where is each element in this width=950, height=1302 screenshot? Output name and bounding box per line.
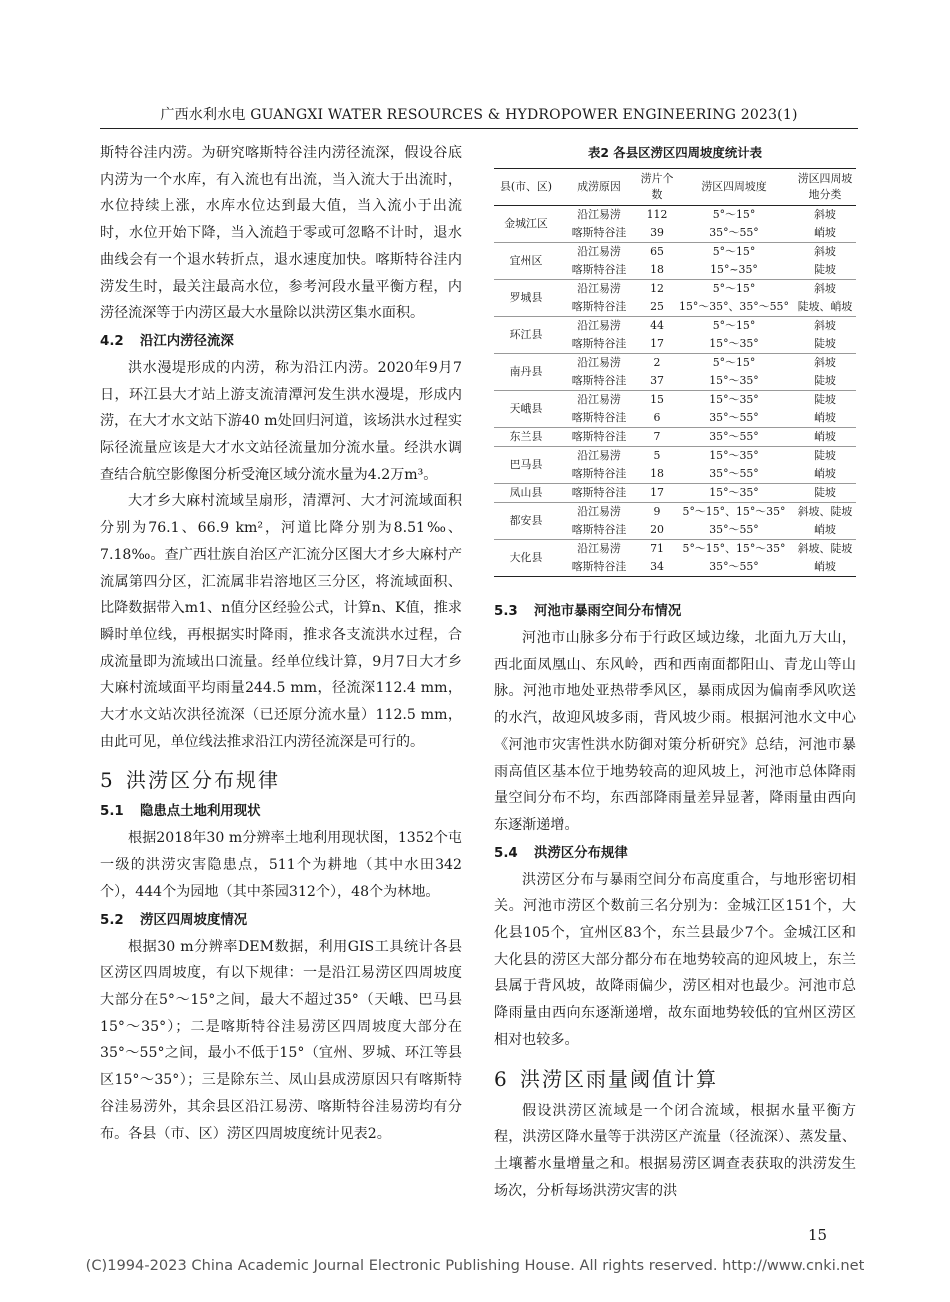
table-cell-count: 17	[650, 337, 664, 350]
table-cell-slope: 15°～35°	[709, 337, 759, 350]
table-header-county: 县(市、区)	[499, 180, 553, 193]
table-row	[494, 447, 856, 466]
table-cell-cause: 沿江易涝	[577, 208, 621, 221]
table-cell-count: 17	[650, 486, 664, 499]
table-cell-slope: 5°～15°、15°～35°	[682, 505, 786, 518]
paragraph-4-2-b: 大才乡大麻村流域呈扇形，清潭河、大才河流域面积分别为76.1、66.9 km²，河道比降分别为8.51‰、7.18‰。查广西壮族自治区产汇流分区图大才乡大麻村产流属第四分区，汇流属非岩溶地区三分区，将流域面积、比降数据带入m1、n值分区经验公式，计算n、K值，推求瞬时单位线，再根据实时降雨，推求各支流洪水过程，合成流量即为流域出口流量。经单位线计算，9月7日大才乡大麻村流域面平均雨量244.5 mm，径流深112.4 mm，大才水文站次洪径流深（已还原分流水量）112.5 mm，由此可见，单位线法推求沿江内涝径流深是可行的。	[100, 493, 462, 750]
table-cell-county: 巴马县	[509, 458, 543, 471]
right-column	[494, 140, 856, 1204]
table-cell-cause: 沿江易涝	[577, 542, 621, 555]
table-cell-class: 陡坡	[814, 486, 836, 499]
table-cell-class: 峭坡	[814, 560, 836, 573]
table-cell-cause: 沿江易涝	[577, 282, 621, 295]
table-cell-count: 39	[650, 226, 664, 239]
table-cell-county: 环江县	[509, 328, 543, 341]
table-title: 表2 各县区涝区四周坡度统计表	[587, 145, 762, 160]
slope-stats-table	[494, 168, 856, 577]
table-row	[494, 503, 856, 522]
table-cell-slope: 5°～15°	[712, 356, 756, 369]
table-cell-cause: 沿江易涝	[577, 449, 621, 462]
table-cell-class: 斜坡、陡坡	[797, 505, 853, 518]
table-row	[494, 243, 856, 262]
table-cell-cause: 喀斯特谷洼	[571, 411, 627, 424]
table-header-row	[494, 169, 856, 206]
section-heading-5: 5 洪涝区分布规律	[100, 768, 280, 793]
table-cell-county: 天峨县	[509, 402, 543, 415]
table-cell-class: 陡坡、峭坡	[797, 300, 853, 313]
table-cell-cause: 喀斯特谷洼	[571, 263, 627, 276]
table-header-class: 涝区四周坡地分类	[797, 172, 853, 201]
paragraph-5-4: 洪涝区分布与暴雨空间分布高度重合，与地形密切相关。河池市涝区个数前三名分别为：金城江区151个，大化县105个，宜州区83个，东兰县最少7个。金城江区和大化县的涝区大部分都分布在地势较高的迎风坡上，东兰县属于背风坡，故降雨偏少，涝区相对也最少。河池市总降雨量由西向东逐渐递增，故东面地势较低的宜州区涝区相对也较多。	[494, 871, 856, 1048]
table-cell-class: 峭坡	[814, 226, 836, 239]
section-heading-5-4: 5.4 洪涝区分布规律	[494, 845, 628, 861]
table-cell-cause: 喀斯特谷洼	[571, 430, 627, 443]
table-row	[494, 391, 856, 410]
table-cell-slope: 35°～55°	[709, 560, 759, 573]
paragraph-5-1: 根据2018年30 m分辨率土地利用现状图，1352个屯一级的洪涝灾害隐患点，511个为耕地（其中水田342个），444个为园地（其中茶园312个），48个为林地。	[100, 830, 462, 900]
table-cell-count: 12	[650, 282, 664, 295]
table-cell-count: 44	[650, 319, 664, 332]
table-cell-class: 斜坡	[814, 208, 836, 221]
table-cell-count: 2	[653, 356, 661, 369]
table-cell-county: 宜州区	[509, 254, 543, 267]
table-cell-slope: 5°～15°	[712, 282, 756, 295]
table-cell-class: 斜坡	[814, 319, 836, 332]
table-cell-slope: 35°～55°	[709, 226, 759, 239]
table-body	[494, 206, 856, 577]
table-cell-count: 65	[650, 245, 664, 258]
table-cell-slope: 15°～35°	[709, 393, 759, 406]
table-cell-cause: 喀斯特谷洼	[571, 374, 627, 387]
table-cell-class: 斜坡	[814, 282, 836, 295]
table-cell-county: 罗城县	[509, 291, 543, 304]
table-cell-county: 凤山县	[509, 486, 543, 499]
table-cell-cause: 喀斯特谷洼	[571, 560, 627, 573]
table-cell-cause: 喀斯特谷洼	[571, 486, 627, 499]
table-cell-class: 陡坡	[814, 449, 836, 462]
table-cell-cause: 喀斯特谷洼	[571, 523, 627, 536]
section-heading-5-3: 5.3 河池市暴雨空间分布情况	[494, 604, 682, 619]
table-cell-slope: 15°～35°	[709, 374, 759, 387]
table-cell-cause: 沿江易涝	[577, 356, 621, 369]
table-cell-count: 71	[650, 542, 664, 555]
table-cell-count: 5	[653, 449, 661, 462]
section-heading-6: 6 洪涝区雨量阈值计算	[494, 1066, 718, 1091]
paragraph-5-2: 根据30 m分辨率DEM数据，利用GIS工具统计各县区涝区四周坡度，有以下规律：一是沿江易涝区四周坡度大部分在5°～15°之间，最大不超过35°（天峨、巴马县15°～35°）；二是喀斯特谷洼易涝区四周坡度大部分在35°～55°之间，最小不低于15°（宜州、罗城、环江等县区15°～35°）；三是除东兰、凤山县成涝原因只有喀斯特谷洼易涝外，其余县区沿江易涝、喀斯特谷洼易涝均有分布。各县（市、区）涝区四周坡度统计见表2。	[100, 938, 462, 1142]
table-cell-slope: 15°～35°	[709, 449, 759, 462]
right-text-block	[494, 599, 856, 1204]
table-cell-class: 斜坡	[814, 356, 836, 369]
table-cell-count: 6	[653, 411, 661, 424]
table-row	[494, 354, 856, 373]
table-cell-slope: 35°～55°	[709, 523, 759, 536]
paragraph-5-3: 河池市山脉多分布于行政区域边缘，北面九万大山，西北面凤凰山、东风岭，西和西南面都阳山、青龙山等山脉。河池市地处亚热带季风区，暴雨成因为偏南季风吹送的水汽，故迎风坡多雨，背风坡少雨。根据河池水文中心《河池市灾害性洪水防御对策分析研究》总结，河池市暴雨高值区基本位于地势较高的迎风坡上，河池市总体降雨量空间分布不均，东西部降雨量差异显著，降雨量由西向东逐渐递增。	[494, 630, 856, 833]
page-number: 15	[808, 1226, 828, 1244]
table-row	[494, 317, 856, 336]
copyright-footer: (C)1994-2023 China Academic Journal Electronic Publishing House. All rights reserved. http://www.cnki.net	[85, 1257, 865, 1274]
table-cell-class: 峭坡	[814, 430, 836, 443]
table-cell-count: 15	[650, 393, 664, 406]
table-cell-cause: 喀斯特谷洼	[571, 337, 627, 350]
table-row	[494, 206, 856, 225]
table-cell-count: 37	[650, 374, 664, 387]
table-cell-cause: 喀斯特谷洼	[571, 226, 627, 239]
table-row	[494, 280, 856, 299]
table-cell-county: 大化县	[509, 551, 543, 564]
table-row	[494, 428, 856, 447]
table-cell-cause: 沿江易涝	[577, 393, 621, 406]
table-cell-class: 斜坡	[814, 245, 836, 258]
table-cell-county: 金城江区	[504, 217, 548, 230]
table-cell-slope: 5°～15°	[712, 245, 756, 258]
table-row	[494, 540, 856, 559]
table-row	[494, 484, 856, 503]
table-cell-class: 陡坡	[814, 393, 836, 406]
paragraph-continuation: 斯特谷洼内涝。为研究喀斯特谷洼内涝径流深，假设谷底内涝为一个水库，有入流也有出流，当入流大于出流时，水位持续上涨，水库水位达到最大值，当入流小于出流时，水位开始下降，当入流趋于零或可忽略不计时，退水曲线会有一个退水转折点，退水速度加快。喀斯特谷洼内涝发生时，最关注最高水位，参考河段水量平衡方程，内涝径流深等于内涝区最大水量除以洪涝区集水面积。	[100, 145, 462, 322]
table-cell-cause: 沿江易涝	[577, 245, 621, 258]
paragraph-6: 假设洪涝区流域是一个闭合流域，根据水量平衡方程，洪涝区降水量等于洪涝区产流量（径流深）、蒸发量、土壤蓄水量增量之和。根据易涝区调查表获取的洪涝发生场次，分析每场洪涝灾害的洪	[494, 1102, 856, 1199]
table-cell-slope: 35°～55°	[709, 430, 759, 443]
table-cell-slope: 15°～35°、35°～55°	[679, 300, 789, 313]
paragraph-4-2-a: 洪水漫堤形成的内涝，称为沿江内涝。2020年9月7日，环江县大才站上游支流清潭河发生洪水漫堤，形成内涝，在大才水文站下游40 m处回归河道，该场洪水过程实际径流量应该是大才水文站径流量加分流水量。经洪水调查结合航空影像图分析受淹区域分流水量为4.2万m³。	[100, 359, 462, 483]
table-header-count: 涝片个数	[640, 172, 674, 201]
table-cell-count: 20	[650, 523, 664, 536]
table-cell-slope: 5°～15°	[712, 208, 756, 221]
table-cell-slope: 35°～55°	[709, 467, 759, 480]
table-cell-class: 陡坡	[814, 263, 836, 276]
table-cell-slope: 15°~35°	[710, 263, 758, 276]
table-cell-count: 18	[650, 467, 664, 480]
section-heading-5-2: 5.2 涝区四周坡度情况	[100, 912, 248, 928]
table-cell-class: 陡坡	[814, 374, 836, 387]
table-cell-count: 112	[646, 208, 668, 221]
table-cell-cause: 沿江易涝	[577, 505, 621, 518]
table-cell-county: 东兰县	[509, 430, 543, 443]
table-cell-slope: 5°～15°、15°～35°	[682, 542, 786, 555]
table-cell-slope: 15°～35°	[709, 486, 759, 499]
table-cell-county: 都安县	[509, 514, 543, 527]
table-cell-count: 25	[650, 300, 664, 313]
table-header-slope: 涝区四周坡度	[701, 180, 767, 193]
table-cell-count: 9	[653, 505, 661, 518]
table-cell-class: 峭坡	[814, 523, 836, 536]
table-cell-cause: 喀斯特谷洼	[571, 467, 627, 480]
table-header-cause: 成涝原因	[577, 180, 621, 193]
table-cell-class: 陡坡	[814, 337, 836, 350]
table-cell-class: 斜坡、陡坡	[797, 542, 853, 555]
table-cell-count: 18	[650, 263, 664, 276]
table-cell-count: 7	[653, 430, 661, 443]
table-cell-cause: 沿江易涝	[577, 319, 621, 332]
table-cell-count: 34	[650, 560, 664, 573]
table-cell-slope: 35°～55°	[709, 411, 759, 424]
journal-header: 广西水利水电 GUANGXI WATER RESOURCES & HYDROPOWER ENGINEERING 2023(1)	[160, 107, 798, 123]
table-cell-county: 南丹县	[509, 365, 543, 378]
left-column	[100, 140, 462, 1147]
table-cell-class: 峭坡	[814, 467, 836, 480]
table-cell-class: 峭坡	[814, 411, 836, 424]
table-cell-slope: 5°～15°	[712, 319, 756, 332]
section-heading-5-1: 5.1 隐患点土地利用现状	[100, 804, 261, 820]
section-heading-4-2: 4.2 沿江内涝径流深	[100, 333, 234, 349]
header-rule	[100, 128, 858, 129]
table-cell-cause: 喀斯特谷洼	[571, 300, 627, 313]
